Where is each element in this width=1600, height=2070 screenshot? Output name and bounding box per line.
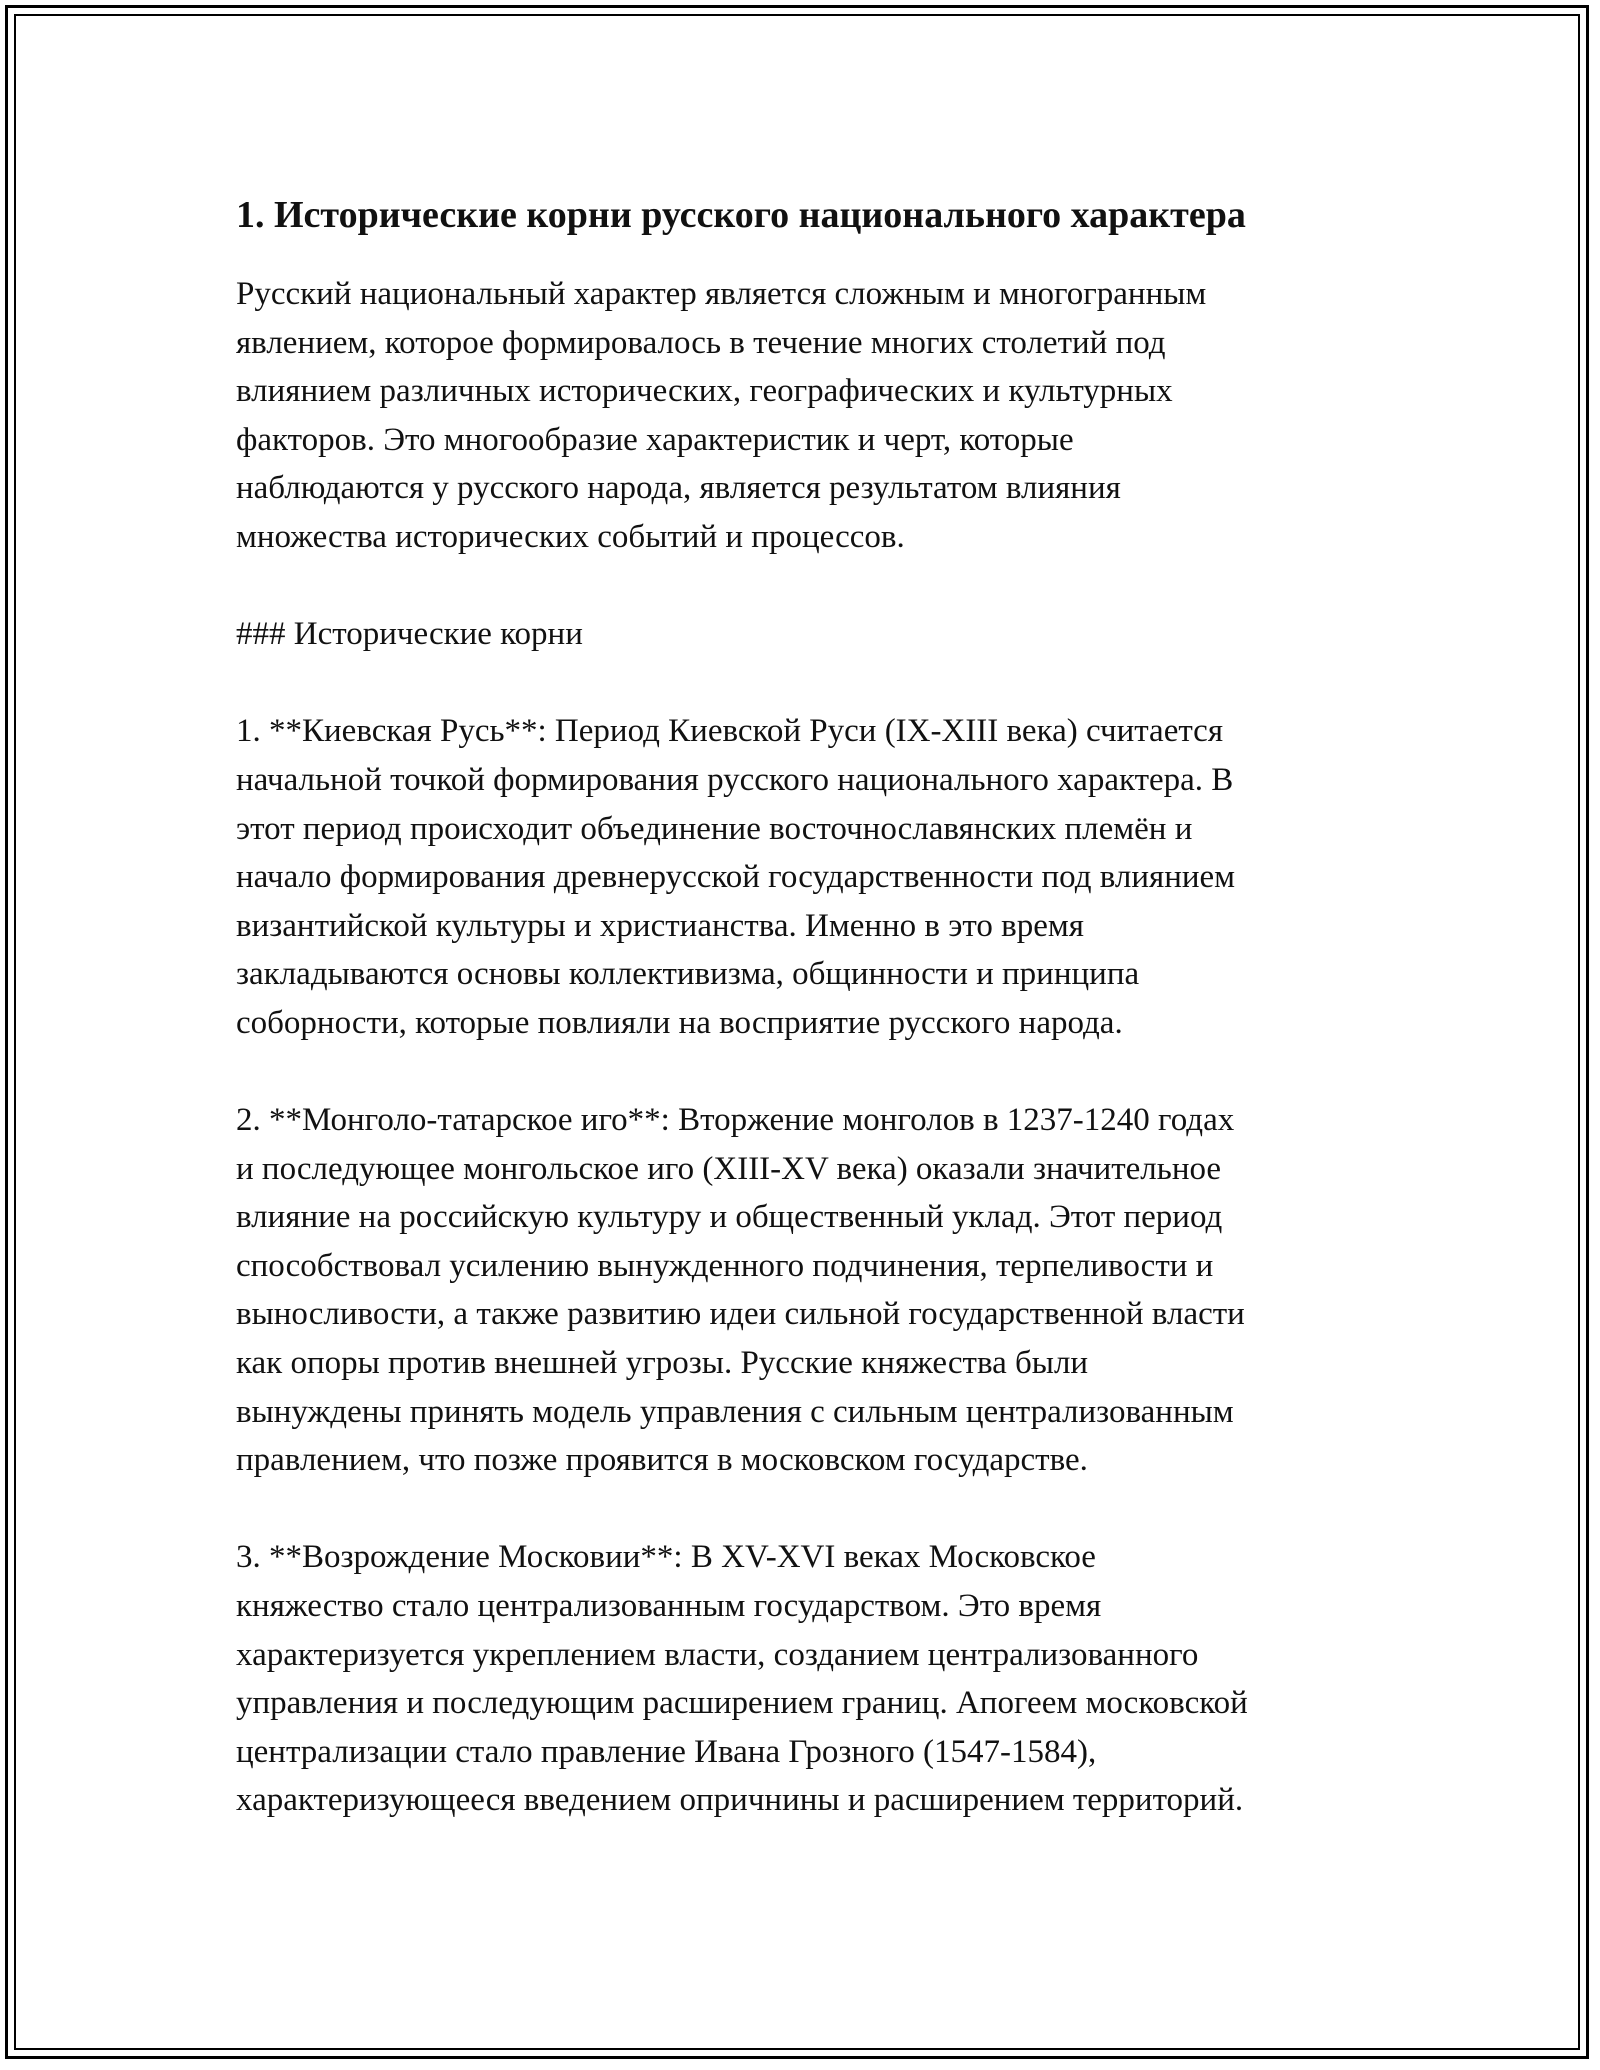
- muscovy-paragraph: [236, 1533, 1376, 1825]
- text-line: соборности, которые повлияли на восприятие русского народа.: [236, 1004, 1123, 1041]
- text-line: как опоры против внешней угрозы. Русские княжества были: [236, 1345, 1089, 1382]
- text-line: множества исторических событий и процессов.: [236, 518, 905, 555]
- document-title: 1. Исторические корни русского национального характера: [236, 194, 1246, 236]
- text-line: влиянием различных исторических, географических и культурных: [236, 373, 1173, 410]
- text-line: способствовал усилению вынужденного подчинения, терпеливости и: [236, 1247, 1214, 1284]
- text-line: княжество стало централизованным государством. Это время: [236, 1588, 1102, 1625]
- mongol-yoke-paragraph: [236, 1096, 1376, 1485]
- paragraph-gap: [236, 659, 1376, 708]
- text-line: Русский национальный характер является сложным и многогранным: [236, 276, 1207, 312]
- document-body: [236, 188, 1376, 1825]
- text-line: 1. **Киевская Русь**: Период Киевской Руси (IX-XIII века) считается: [236, 713, 1224, 750]
- text-line: правлением, что позже проявится в московском государстве.: [236, 1442, 1088, 1479]
- intro-paragraph: [236, 270, 1376, 562]
- text-line: византийской культуры и христианства. Именно в это время: [236, 907, 1084, 944]
- text-line: явлением, которое формировалось в течение многих столетий под: [236, 324, 1166, 361]
- kievan-rus-paragraph: [236, 707, 1376, 1047]
- paragraph-gap: [236, 1048, 1376, 1097]
- paragraph-gap: [236, 562, 1376, 611]
- text-line: и последующее монгольское иго (XIII-XV века) оказали значительное: [236, 1150, 1222, 1187]
- text-line: начальной точкой формирования русского национального характера. В: [236, 761, 1234, 798]
- text-line: ### Исторические корни: [236, 616, 583, 653]
- text-line: наблюдаются у русского народа, является результатом влияния: [236, 470, 1121, 507]
- paragraph-gap: [236, 1485, 1376, 1534]
- text-line: влияние на российскую культуру и общественный уклад. Этот период: [236, 1199, 1223, 1236]
- text-line: этот период происходит объединение восточнославянских племён и: [236, 810, 1193, 847]
- text-line: управления и последующим расширением границ. Апогеем московской: [236, 1685, 1248, 1722]
- text-line: закладываются основы коллективизма, общинности и принципа: [236, 956, 1140, 993]
- text-line: начало формирования древнерусской государственности под влиянием: [236, 859, 1236, 896]
- text-line: централизации стало правление Ивана Грозного (1547-1584),: [236, 1733, 1097, 1770]
- section-heading-paragraph: [236, 610, 1376, 659]
- text-line: 3. **Возрождение Московии**: В XV-XVI веках Московское: [236, 1539, 1096, 1576]
- text-line: характеризующееся введением опричнины и расширением территорий.: [236, 1782, 1244, 1819]
- text-line: 2. **Монголо-татарское иго**: Вторжение монголов в 1237-1240 годах: [236, 1102, 1235, 1139]
- text-line: выносливости, а также развитию идеи сильной государственной власти: [236, 1296, 1245, 1333]
- text-line: факторов. Это многообразие характеристик и черт, которые: [236, 421, 1074, 458]
- text-line: вынуждены принять модель управления с сильным централизованным: [236, 1393, 1234, 1430]
- text-line: характеризуется укреплением власти, созданием централизованного: [236, 1636, 1199, 1673]
